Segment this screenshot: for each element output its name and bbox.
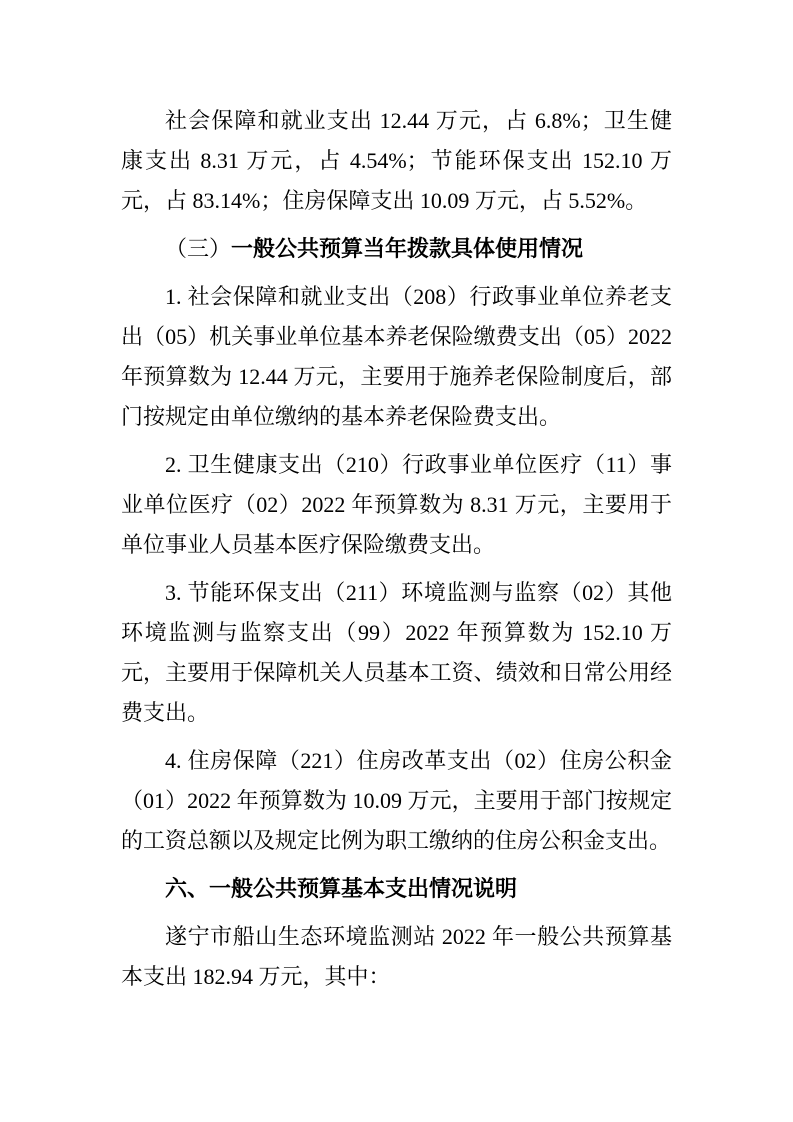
section3-heading-title: 一般公共预算当年拨款具体使用情况 [231,236,584,261]
budget-item-housing: 4. 住房保障（221）住房改革支出（02）住房公积金（01）2022 年预算数为 10.09 万元，主要用于部门按规定的工资总额以及规定比例为职工缴纳的住房公积金支出。 [121,748,672,853]
section3-heading-number: （三） [165,236,232,261]
budget-item-health: 2. 卫生健康支出（210）行政事业单位医疗（11）事业单位医疗（02）2022 年预算数为 8.31 万元，主要用于单位事业人员基本医疗保险缴费支出。 [121,452,672,557]
budget-item-energy-environment: 3. 节能环保支出（211）环境监测与监察（02）其他环境监测与监察支出（99）2022 年预算数为 152.10 万元，主要用于保障机关人员基本工资、绩效和日常公用经费支出。 [121,580,672,725]
section6-heading: 六、一般公共预算基本支出情况说明 [165,876,518,901]
closing-paragraph: 遂宁市船山生态环境监测站 2022 年一般公共预算基本支出 182.94 万元，其中： [121,924,672,989]
budget-item-social-security: 1. 社会保障和就业支出（208）行政事业单位养老支出（05）机关事业单位基本养老保险缴费支出（05）2022 年预算数为 12.44 万元，主要用于施养老保险制度后，部门按规定由单位缴纳的基本养老保险费支出。 [121,284,672,429]
intro-paragraph: 社会保障和就业支出 12.44 万元，占 6.8%；卫生健康支出 8.31 万元，占 4.54%；节能环保支出 152.10 万元，占 83.14%；住房保障支出 10.09 万元，占 5.52%。 [121,108,672,213]
section3-heading [121,229,672,269]
